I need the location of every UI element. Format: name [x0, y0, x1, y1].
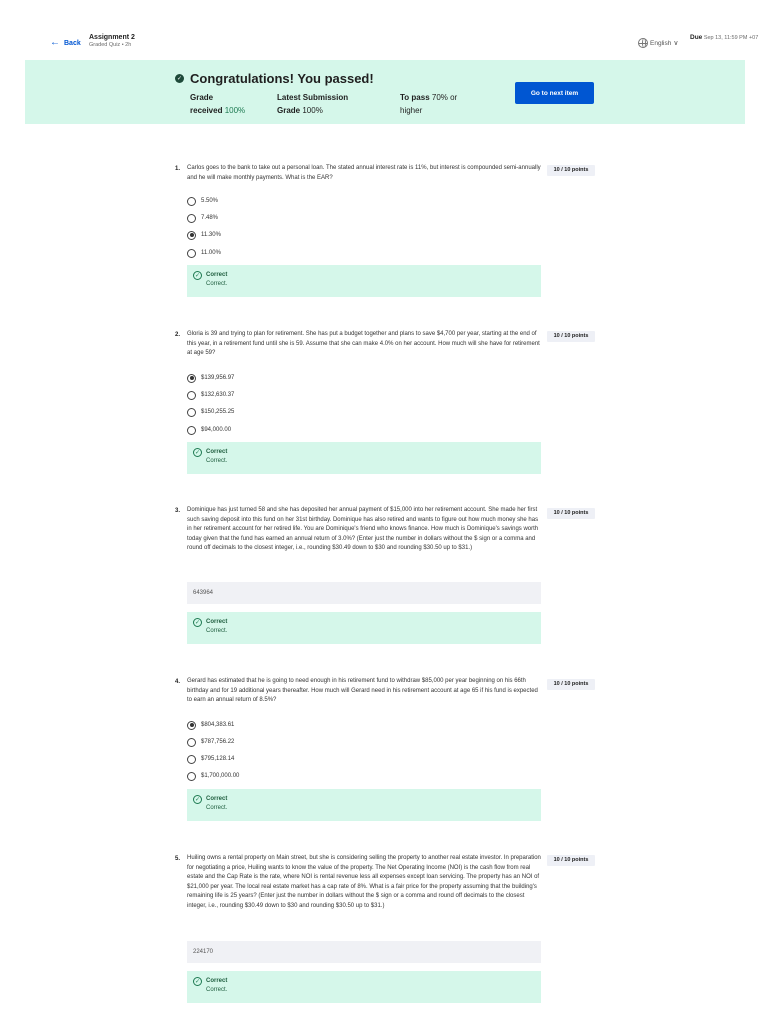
assignment-title: Assignment 2	[89, 34, 135, 41]
option-label: $94,000.00	[201, 427, 232, 433]
feedback-text: Correct.	[206, 281, 228, 287]
grade-received	[190, 91, 245, 117]
points-badge: 10 / 10 points	[547, 165, 595, 176]
radio-button[interactable]	[187, 197, 196, 206]
chevron-down-icon: ∨	[673, 40, 679, 47]
feedback-box	[187, 612, 541, 644]
answer-option[interactable]	[187, 213, 218, 223]
due-label: Due	[690, 34, 703, 41]
radio-button[interactable]	[187, 408, 196, 417]
check-circle-icon: ✓	[194, 620, 201, 626]
back-link[interactable]	[50, 38, 81, 48]
question-text: Huiling owns a rental property on Main street, but she is considering selling the property to another real estate investor. In preparation for negotiating a price, Huiling wants to know the value of the property. The Net Operating Income (NOI) is the cash flow from real estate and the Cap Rate is the rate, where NOI is rental revenue less all expenses except loan servicing. The property has an NOI of $21,000 per year. The local real estate market has a cap rate of 8%. What is a fair price for the property assuming that the building's remaining life is 25 years? (Enter just the number in dollars without the $ sign or a comma and round off decimals to the closest integer, i.e., rounding $30.49 down to $30 and rounding $30.50 up to $31.)	[187, 855, 541, 909]
check-circle-icon: ✓	[176, 76, 183, 82]
question-text: Gerard has estimated that he is going to need enough in his retirement fund to withdraw $85,000 per year beginning on his 66th birthday and for 19 additional years thereafter. How much will Gerard need in his retirement account at age 65 if his fund is expected to earn an annual return of 8.5%?	[187, 678, 538, 704]
answer-text-field[interactable]: 643964	[187, 582, 541, 604]
question-text: Dominique has just turned 58 and she has deposited her annual payment of $15,000 into her retirement account. She made her first such saving deposit into this fund on her 31st birthday. Dominique has also retired and wants to figure out how much money she has in her retirement account for her retired life. You are Dominique's friend who knows finance. How much is Dominique's savings worth today given that the fund has earned an annual return of 3.0%? (Enter just the number in dollars without the $ sign or a comma and round off decimals to the closest integer, i.e., rounding $30.49 down to $30 and rounding $30.50 up to $31.)	[187, 507, 539, 552]
latest-label-2: Grade	[277, 106, 301, 115]
radio-button[interactable]	[187, 249, 196, 258]
feedback-title: Correct	[206, 272, 228, 278]
latest-value: 100%	[302, 106, 323, 115]
answer-option[interactable]	[187, 754, 234, 764]
points-badge: 10 / 10 points	[547, 855, 595, 866]
option-label: 5.50%	[201, 198, 219, 204]
pass-value: 70% or	[431, 93, 458, 102]
result-banner	[25, 60, 745, 124]
feedback-box	[187, 789, 541, 821]
due-value: Sep 13, 11:59 PM +07	[703, 35, 759, 41]
answer-option[interactable]	[187, 373, 234, 383]
grade-label-2: received	[190, 106, 223, 115]
go-to-next-item-button[interactable]: Go to next item	[515, 82, 594, 104]
answer-option[interactable]	[187, 425, 231, 435]
radio-button[interactable]	[187, 755, 196, 764]
language-label: English	[650, 39, 672, 47]
radio-button-selected[interactable]	[187, 231, 196, 240]
pass-label-1: To pass	[400, 93, 430, 102]
answer-option[interactable]	[187, 407, 234, 417]
check-circle-icon: ✓	[194, 979, 201, 985]
question-text: Carlos goes to the bank to take out a personal loan. The stated annual interest rate is 11%, but interest is compounded semi-annually and he will make monthly payments. What is the EAR?	[187, 165, 541, 181]
option-label: $132,630.37	[201, 392, 235, 398]
assignment-info	[89, 34, 135, 48]
arrow-left-icon: ←	[50, 37, 60, 48]
option-label: $1,700,000.00	[201, 773, 240, 779]
feedback-box	[187, 971, 541, 1003]
option-label: $795,128.14	[201, 756, 235, 762]
check-circle-icon: ✓	[194, 273, 201, 279]
option-label: $804,383.61	[201, 722, 235, 728]
question-number: 4.	[175, 679, 181, 685]
check-circle-icon: ✓	[194, 797, 201, 803]
radio-button[interactable]	[187, 214, 196, 223]
option-label: $787,756.22	[201, 739, 235, 745]
feedback-title: Correct	[206, 978, 228, 984]
grade-value: 100%	[224, 106, 246, 115]
back-label: Back	[64, 39, 81, 47]
answer-text-field[interactable]: 224170	[187, 941, 541, 963]
answer-option[interactable]	[187, 196, 218, 206]
check-circle-icon: ✓	[194, 450, 201, 456]
feedback-title: Correct	[206, 796, 228, 802]
feedback-title: Correct	[206, 619, 228, 625]
congrats-heading	[175, 71, 374, 86]
grade-label-1: Grade	[190, 93, 214, 102]
points-badge: 10 / 10 points	[547, 331, 595, 342]
radio-button[interactable]	[187, 772, 196, 781]
congrats-text: Congratulations! You passed!	[190, 71, 374, 86]
answer-option[interactable]	[187, 737, 234, 747]
latest-label-1: Latest Submission	[277, 93, 349, 102]
question-text: Gloria is 39 and trying to plan for retirement. She has put a budget together and plans to save $4,700 per year, starting at the end of this year, in a retirement fund until she is 59. Assume that she can make 4.0% on her account. How much will she have for retirement at age 59?	[187, 331, 540, 357]
feedback-title: Correct	[206, 449, 228, 455]
option-label: 7.48%	[201, 215, 219, 221]
globe-icon	[638, 38, 648, 48]
radio-button-selected[interactable]	[187, 721, 196, 730]
answer-option[interactable]	[187, 248, 221, 258]
radio-button[interactable]	[187, 426, 196, 435]
top-bar	[0, 0, 768, 60]
due-date	[690, 34, 764, 42]
feedback-box	[187, 265, 541, 297]
feedback-text: Correct.	[206, 987, 228, 993]
assignment-subtitle: Graded Quiz • 2h	[89, 42, 132, 48]
radio-button[interactable]	[187, 738, 196, 747]
question-number: 3.	[175, 508, 181, 514]
answer-option[interactable]	[187, 771, 239, 781]
answer-option[interactable]	[187, 230, 221, 240]
points-badge: 10 / 10 points	[547, 679, 595, 690]
question-number: 1.	[175, 166, 181, 172]
points-badge: 10 / 10 points	[547, 508, 595, 519]
question-number: 5.	[175, 856, 181, 862]
feedback-text: Correct.	[206, 805, 228, 811]
feedback-box	[187, 442, 541, 474]
answer-option[interactable]	[187, 390, 234, 400]
pass-label-2: higher	[400, 106, 423, 115]
radio-button[interactable]	[187, 391, 196, 400]
radio-button-selected[interactable]	[187, 374, 196, 383]
pass-threshold	[400, 91, 457, 117]
latest-submission	[277, 91, 348, 117]
feedback-text: Correct.	[206, 628, 228, 634]
option-label: $150,255.25	[201, 409, 235, 415]
option-label: $139,956.97	[201, 375, 235, 381]
option-label: 11.00%	[201, 250, 221, 256]
answer-option[interactable]	[187, 720, 234, 730]
option-label: 11.30%	[201, 232, 221, 238]
language-selector[interactable]	[638, 38, 678, 48]
question-number: 2.	[175, 332, 181, 338]
feedback-text: Correct.	[206, 458, 228, 464]
